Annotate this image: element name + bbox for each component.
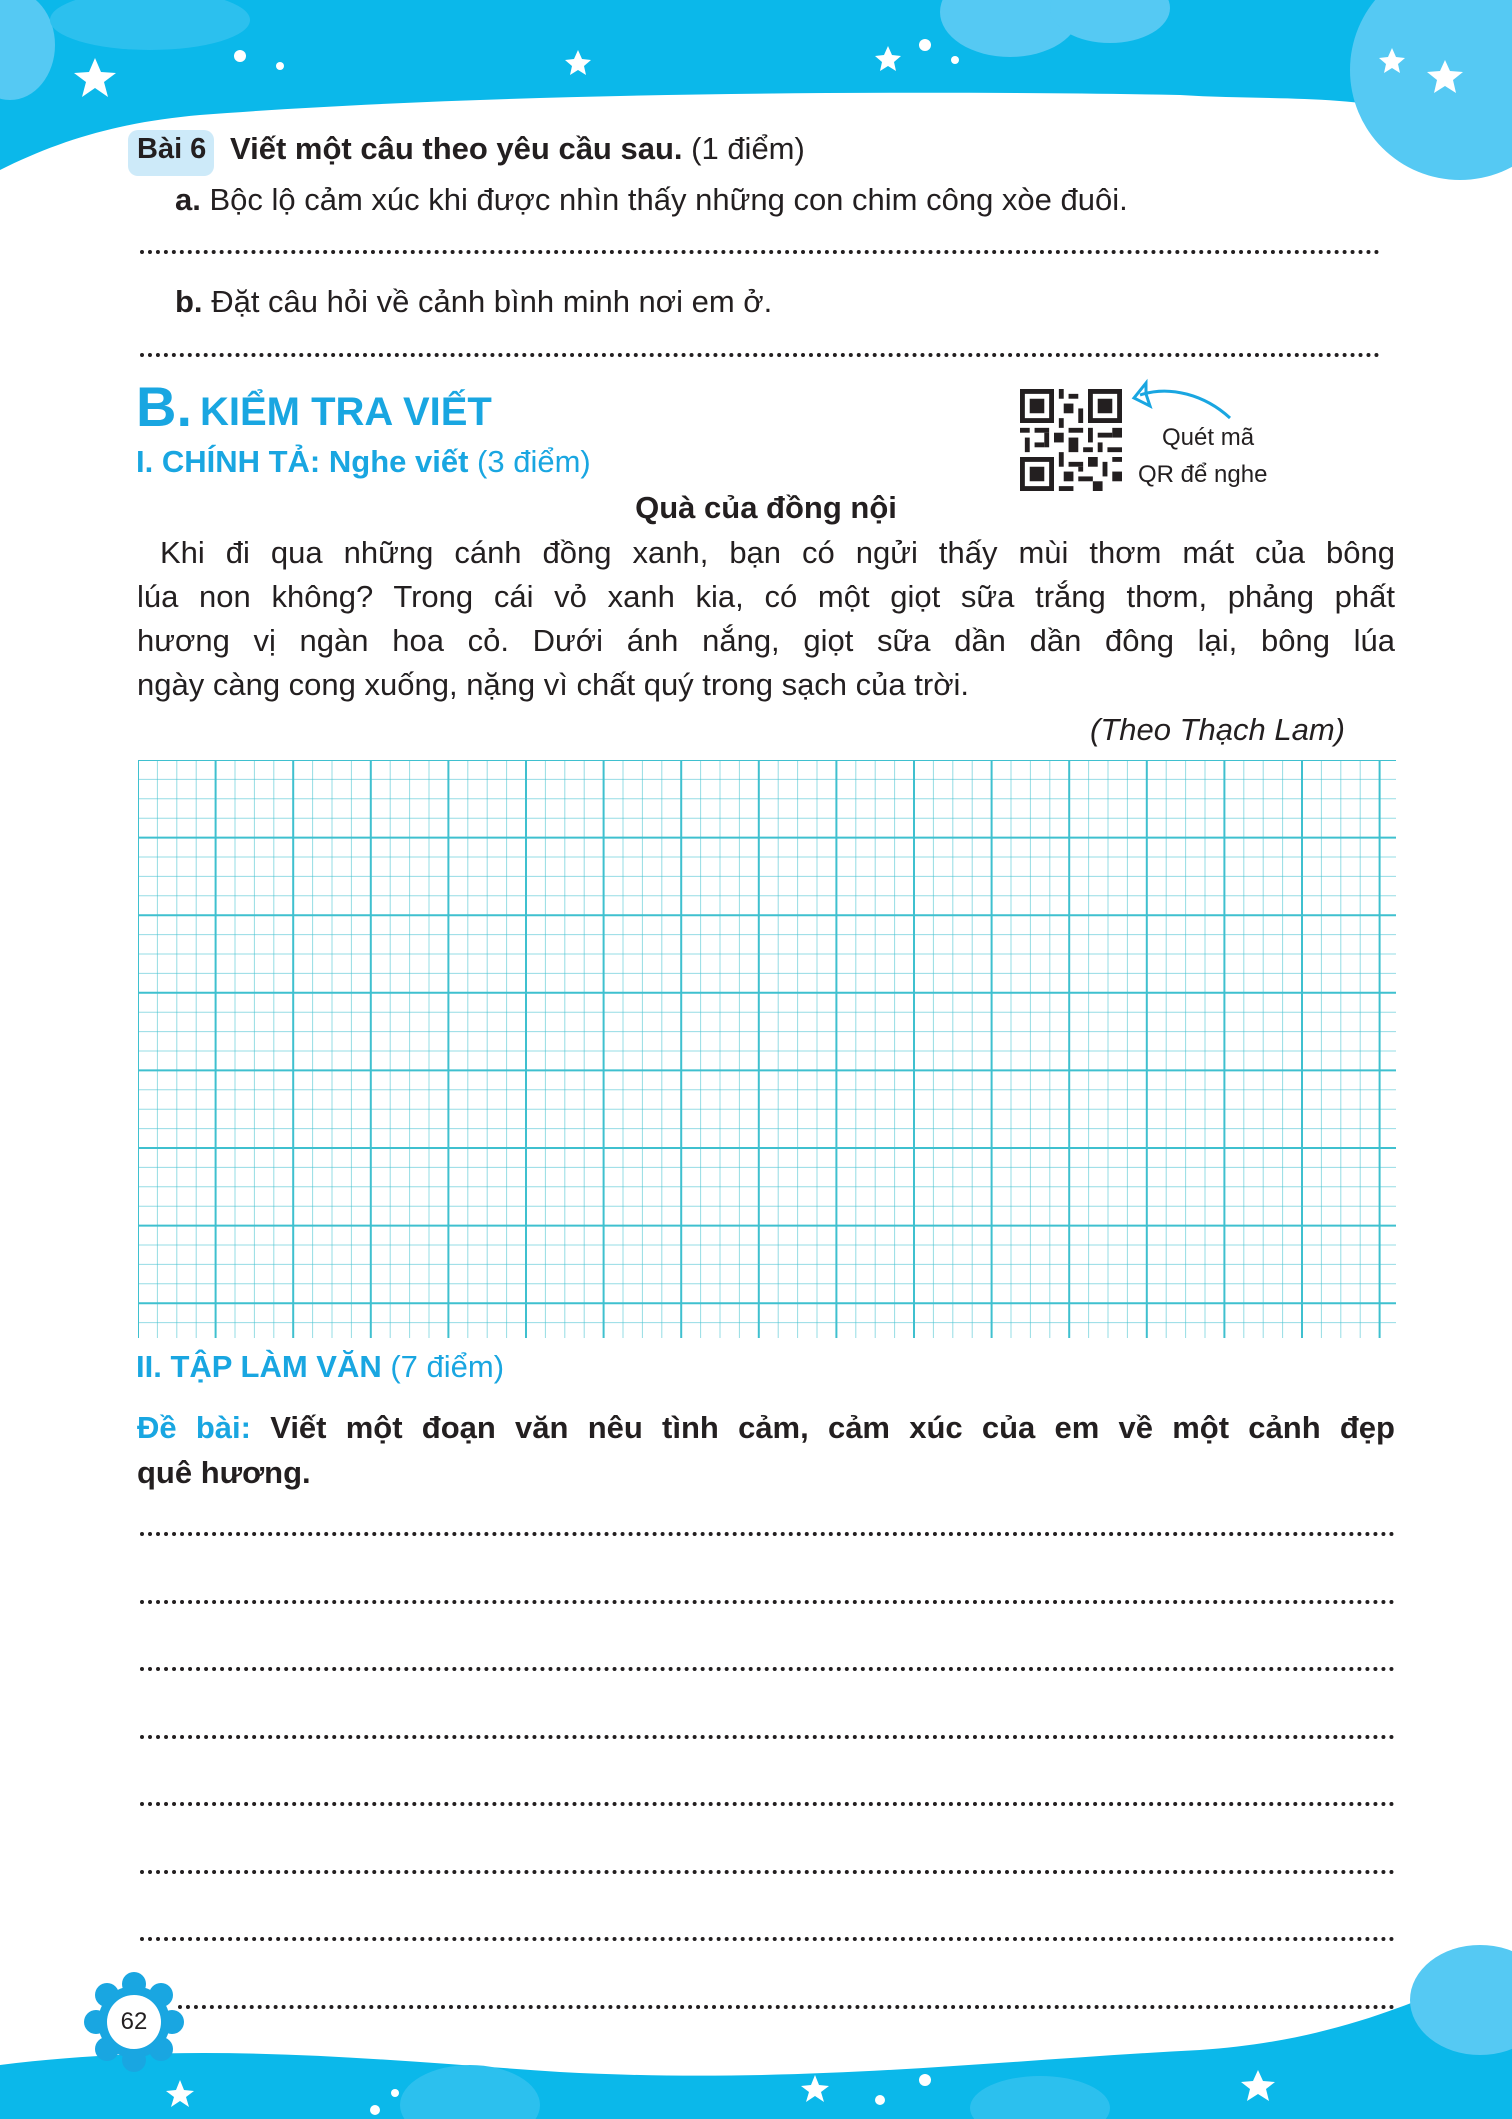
dictation-heading-line: [136, 444, 591, 480]
qr-note-line-1: Quét mã: [1162, 424, 1255, 451]
exercise-points: (1 điểm): [691, 131, 805, 166]
passage-line: hương vị ngàn hoa cỏ. Dưới ánh nắng, giọt sữa dần dần đông lại, bông lúa: [137, 623, 1395, 658]
question-a-label: a.: [175, 182, 201, 217]
prompt-label: Đề bài:: [137, 1410, 251, 1445]
answer-line[interactable]: [140, 1735, 1395, 1739]
qr-code-icon[interactable]: [1020, 389, 1122, 491]
question-b-label: b.: [175, 284, 203, 319]
prompt-text-2: quê hương.: [137, 1455, 311, 1490]
question-b: [175, 284, 772, 320]
answer-line[interactable]: [178, 2005, 1395, 2009]
passage-line: ngày càng cong xuống, nặng vì chất quý trong sạch của trời.: [137, 667, 970, 702]
dictation-heading: I. CHÍNH TẢ: Nghe viết: [136, 444, 469, 479]
composition-heading-line: [136, 1349, 504, 1385]
section-letter: B.: [136, 375, 192, 438]
exercise-title-line: [230, 131, 805, 167]
question-a-text: Bộc lộ cảm xúc khi được nhìn thấy những con chim công xòe đuôi.: [209, 182, 1128, 217]
answer-line-a[interactable]: [140, 250, 1380, 254]
passage-source: (Theo Thạch Lam): [1090, 712, 1345, 747]
answer-line[interactable]: [140, 1870, 1395, 1874]
passage-line: lúa non không? Trong cái vỏ xanh kia, có một giọt sữa trắng thơm, phảng phất: [137, 579, 1395, 614]
passage-title: Quà của đồng nội: [635, 490, 897, 525]
qr-note-line-2: QR để nghe: [1138, 461, 1268, 488]
answer-line-b[interactable]: [140, 353, 1380, 357]
question-b-text: Đặt câu hỏi về cảnh bình minh nơi em ở.: [211, 284, 773, 319]
answer-line[interactable]: [140, 1937, 1395, 1941]
section-title: KIỂM TRA VIẾT: [200, 390, 492, 434]
answer-line[interactable]: [140, 1667, 1395, 1671]
passage-line: Khi đi qua những cánh đồng xanh, bạn có ngửi thấy mùi thơm mát của bông: [160, 535, 1395, 570]
writing-grid[interactable]: [138, 760, 1396, 1338]
prompt-line-1: [137, 1410, 1395, 1446]
composition-heading: II. TẬP LÀM VĂN: [136, 1349, 382, 1384]
answer-line[interactable]: [140, 1532, 1395, 1536]
question-a: [175, 182, 1128, 218]
exercise-title: Viết một câu theo yêu cầu sau.: [230, 131, 683, 166]
page-number: 62: [120, 2008, 148, 2035]
exercise-number: Bài 6: [137, 133, 207, 165]
dictation-points: (3 điểm): [477, 444, 591, 479]
prompt-text-1: Viết một đoạn văn nêu tình cảm, cảm xúc của em về một cảnh đẹp: [270, 1410, 1395, 1445]
answer-line[interactable]: [140, 1802, 1395, 1806]
composition-points: (7 điểm): [390, 1349, 505, 1384]
answer-line[interactable]: [140, 1600, 1395, 1604]
